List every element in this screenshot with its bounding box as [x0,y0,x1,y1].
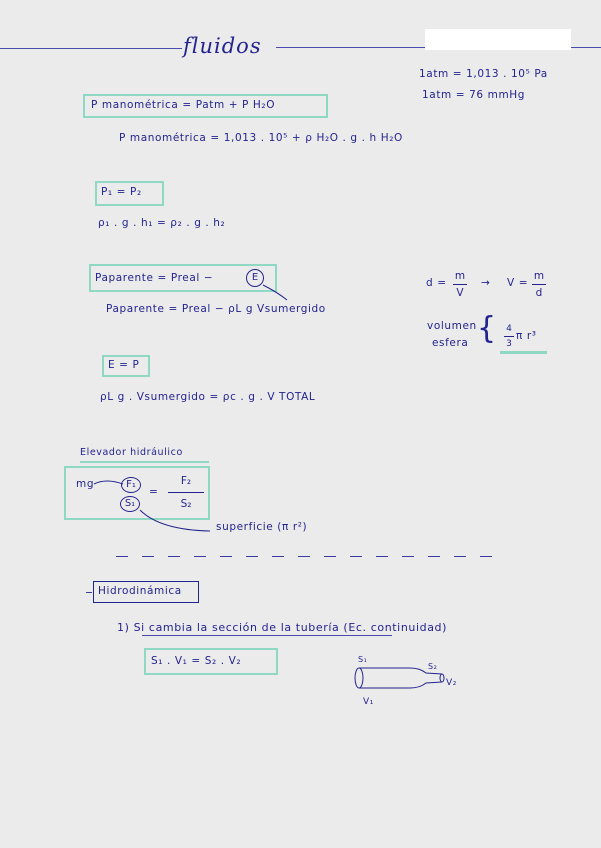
density-num-2: m [533,270,545,282]
pipe-body [359,668,442,688]
elevador-title: Elevador hidráulico [80,447,183,458]
elevador-equals: = [149,486,159,498]
aparente-formula: Paparente = Preal − [95,272,214,284]
density-num-1: m [454,270,466,282]
elevador-s1-circle: S₁ [120,496,140,512]
pipe-label-s2: S₂ [428,662,438,671]
sphere-den: 3 [506,339,512,349]
density-den-2: d [535,287,543,299]
page-title: fluidos [183,34,262,58]
density-lhs: d = [426,277,447,289]
arrow-s1-superficie [140,510,210,531]
density-den-1: V [456,287,464,299]
aparente-expanded: Paparente = Preal − ρL g Vsumergido [106,303,326,315]
density-arrow: → [481,277,491,289]
elevador-mg: mg [76,478,95,490]
sphere-num: 4 [506,324,512,334]
elevador-f1-circle: F₁ [121,477,141,493]
elevador-s2: S₂ [180,498,192,510]
pipe-outlet [440,674,444,682]
equilibrio-formula: P₁ = P₂ [101,186,142,198]
empuje-formula: E = P [108,359,140,371]
pipe-label-v2: V₂ [446,678,457,688]
volume-lhs: V = [507,277,529,289]
arrow-empuje [263,285,287,300]
constant-atm-pa: 1atm = 1,013 . 10⁵ Pa [419,68,548,80]
hidro-item: 1) Si cambia la sección de la tubería (Ec. continuidad) [117,621,448,634]
hidro-title: Hidrodinámica [98,585,182,597]
elevador-f2: F₂ [180,475,192,487]
empuje-expanded: ρL g . Vsumergido = ρc . g . V TOTAL [100,391,316,403]
constant-atm-mmhg: 1atm = 76 mmHg [422,89,526,101]
pipe-inlet [355,668,363,688]
sphere-formula: π r³ [516,330,537,342]
sphere-label-1: volumen [427,320,477,332]
sphere-brace: { [477,311,497,346]
pipe-label-v1: V₁ [363,697,374,707]
continuidad-formula: S₁ . V₁ = S₂ . V₂ [151,655,242,667]
equilibrio-expanded: ρ₁ . g . h₁ = ρ₂ . g . h₂ [98,217,226,229]
empuje-circle: E [246,269,264,287]
manometrica-formula: P manométrica = Patm + P H₂O [91,99,276,111]
arrow-f1 [94,481,123,484]
sphere-label-2: esfera [432,337,469,349]
elevador-superficie: superficie (π r²) [216,521,308,533]
manometrica-expanded: P manométrica = 1,013 . 10⁵ + ρ H₂O . g . h H₂O [119,132,403,144]
pipe-label-s1: S₁ [358,655,368,664]
